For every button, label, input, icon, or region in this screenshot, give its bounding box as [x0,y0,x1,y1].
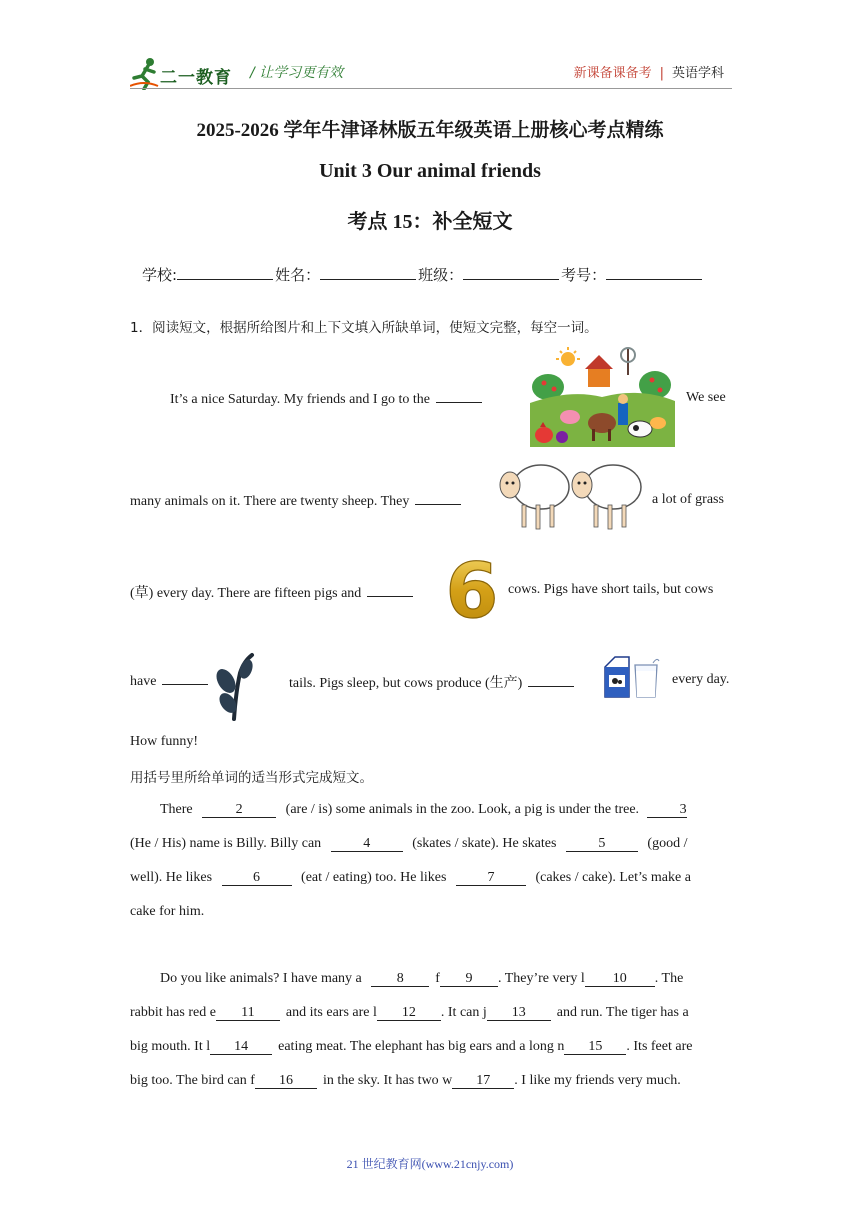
q1-line2 [130,492,467,510]
q3-line4 [130,1073,732,1089]
q1-blank-farm[interactable] [436,390,482,403]
blank-5[interactable]: 5 [566,837,638,852]
header-right [574,62,724,81]
q1-blank-milk[interactable] [528,674,574,687]
q3-text: Do you like animals? I have many a [160,971,362,986]
tail-picture [214,651,256,721]
q1-text: (草) every day. There are fifteen pigs and [130,586,362,601]
sheep-picture [496,459,646,535]
q3-text: and run. The tiger has a [556,1005,689,1020]
q2-text: (eat / eating) too. He likes [301,870,447,885]
header-divider [130,88,732,89]
q3-text: in the sky. It has two w [322,1073,453,1088]
header-tag-prep: 新课备课备考 [573,66,652,81]
q1-text: a lot of grass [652,492,724,507]
name-label: 姓名： [275,266,321,284]
q3-line2 [130,1005,732,1021]
q3-text: . I like my friends very much. [514,1073,681,1088]
q1-text: We see [686,390,726,405]
blank-13[interactable]: 13 [487,1006,551,1021]
q1-text: many animals on it. There are twenty sheep. They [130,494,410,509]
q1-line4 [130,672,214,690]
blank-9[interactable]: 9 [440,972,498,987]
topic-title: 考点 15：补全短文 [347,211,513,233]
q2-text: (He / His) name is Billy. Billy can [130,836,322,851]
q2-text: (skates / skate). He skates [412,836,557,851]
q1-instruction: 1．阅读短文，根据所给图片和上下文填入所缺单词，使短文完整，每空一词。 [130,320,598,336]
q1-ending: How funny! [130,734,199,749]
blank-16[interactable]: 16 [255,1074,317,1089]
blank-15[interactable]: 15 [564,1040,626,1055]
q1-line3 [130,582,419,602]
q3-text: and its ears are l [285,1005,377,1020]
q3-text: . They’re very l [497,971,585,986]
q1-text: every day. [672,672,730,687]
blank-4[interactable]: 4 [331,837,403,852]
header-subject: 英语学科 [671,66,724,81]
q2-line2 [130,836,732,852]
milk-picture [603,655,661,699]
q2-line1 [130,802,732,818]
q2-text: (good / [647,836,688,851]
student-info [142,264,704,285]
q3-text: rabbit has red e [130,1005,216,1020]
runner-logo-icon [130,56,160,90]
q3-text: . The [654,971,684,986]
school-blank[interactable] [177,265,273,280]
q1-text: have [130,674,157,689]
q3-text: big too. The bird can f [130,1073,255,1088]
q1-blank-eat[interactable] [415,492,461,505]
q1-text: It’s a nice Saturday. My friends and I go to the [170,392,430,407]
q3-text: big mouth. It l [130,1039,211,1054]
class-label: 班级： [418,266,464,284]
q1-blank-six[interactable] [367,584,413,597]
q2-line3 [130,870,732,886]
q3-text: . Its feet are [626,1039,693,1054]
doc-title: 2025-2026 学年牛津译林版五年级英语上册核心考点精练 [196,120,664,141]
q1-line1 [170,390,488,408]
logo [130,56,245,90]
blank-7[interactable]: 7 [456,871,526,886]
q3-text: . It can j [440,1005,487,1020]
q1-text: cows. Pigs have short tails, but cows [508,582,714,597]
blank-6[interactable]: 6 [222,871,292,886]
blank-8[interactable]: 8 [371,972,429,987]
q3-text: f [435,971,440,986]
q2-text: There [160,802,193,817]
school-label: 学校: [142,266,178,284]
q2-text: (are / is) some animals in the zoo. Look, a pig is under the tree. [285,802,640,817]
farm-picture [530,345,675,447]
six-digit: 6 [445,553,499,623]
blank-2[interactable]: 2 [202,803,276,818]
blank-10[interactable]: 10 [585,972,655,987]
number-blank[interactable] [606,265,702,280]
q2-instruction: 用括号里所给单词的适当形式完成短文。 [130,770,373,786]
blank-12[interactable]: 12 [377,1006,441,1021]
blank-11[interactable]: 11 [216,1006,280,1021]
number-label: 考号： [561,266,607,284]
slogan: / 让学习更有效 [250,65,344,81]
blank-14[interactable]: 14 [210,1040,272,1055]
footer-source: 21 世纪教育网(www.21cnjy.com) [346,1157,514,1171]
header-separator: | [659,66,664,81]
q1-blank-long[interactable] [162,672,208,685]
number-six-picture [444,553,500,623]
unit-title: Unit 3 Our animal friends [319,160,541,182]
blank-17[interactable]: 17 [452,1074,514,1089]
q1-line4b [289,672,580,692]
q3-text: eating meat. The elephant has big ears and a long n [278,1039,565,1054]
logo-text: 二一教育 [160,68,232,88]
q2-text: well). He likes [130,870,213,885]
q2-line4: cake for him. [130,904,205,919]
q3-line1 [130,971,732,987]
q3-line3 [130,1039,732,1055]
class-blank[interactable] [463,265,559,280]
q2-text: (cakes / cake). Let’s make a [535,870,691,885]
blank-3[interactable]: 3 [647,803,687,818]
name-blank[interactable] [320,265,416,280]
q1-text: tails. Pigs sleep, but cows produce (生产) [289,676,523,691]
page-header [0,0,860,100]
